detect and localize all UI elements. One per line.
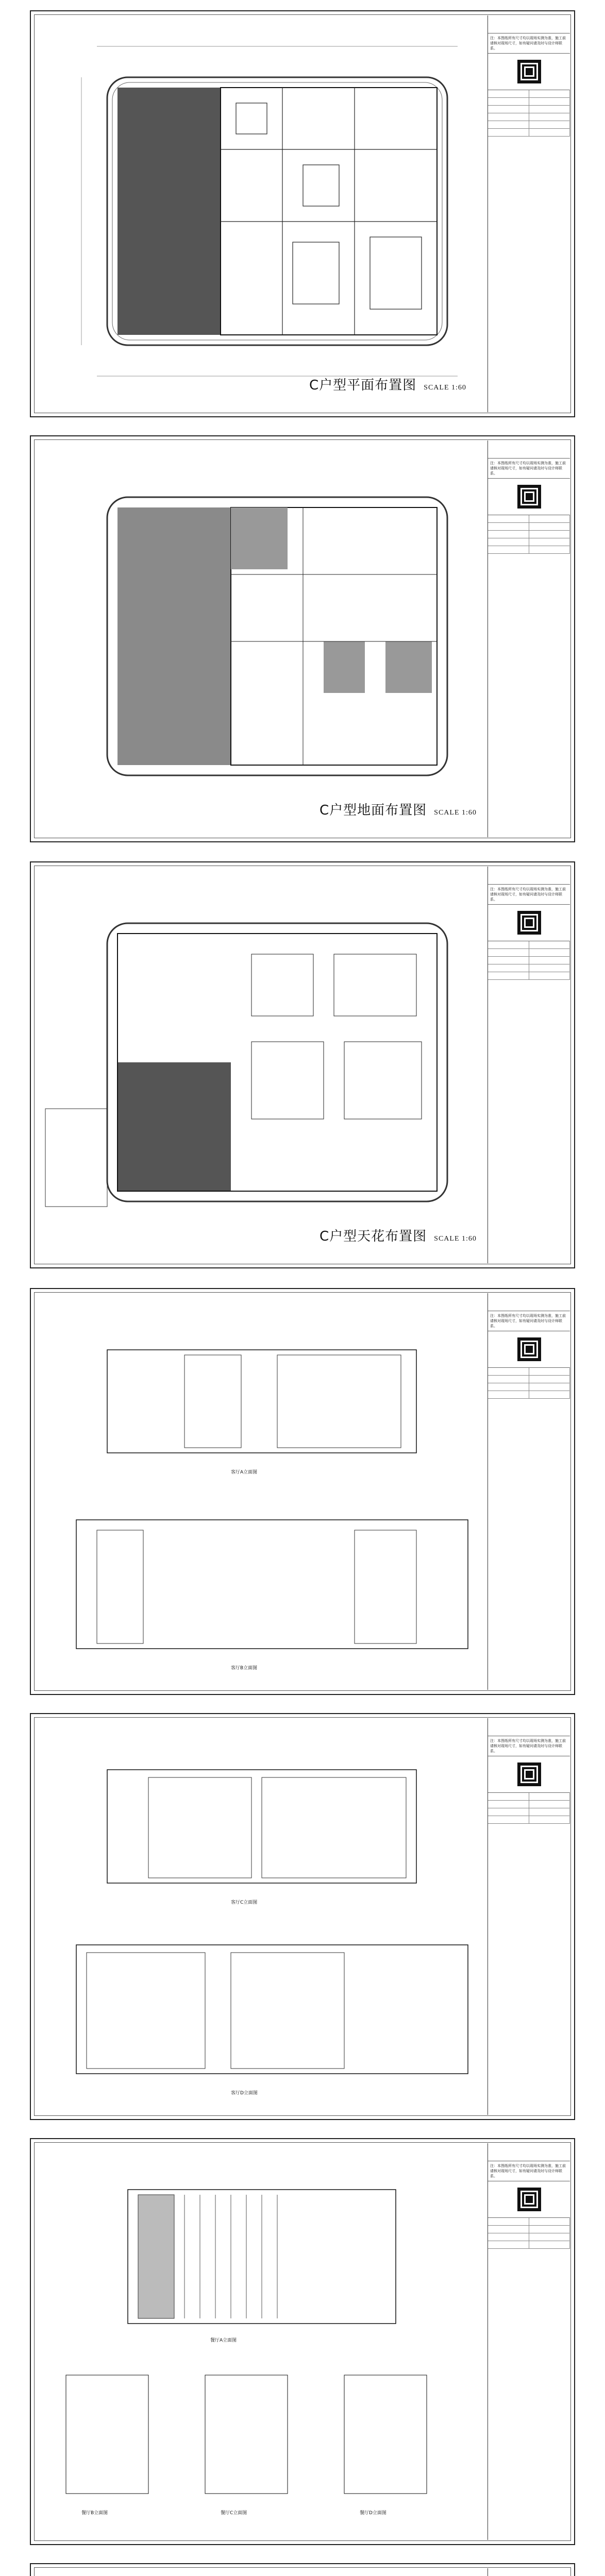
sheet-title-text: C户型天花布置图 <box>320 1229 427 1244</box>
flooring-plan-drawing <box>35 440 483 837</box>
ceiling-plan-drawing <box>35 867 483 1263</box>
title-block <box>488 15 570 412</box>
elevation-drawing <box>35 2568 483 2576</box>
logo-icon <box>488 905 570 941</box>
drawing-sheet-6 <box>30 2138 575 2545</box>
title-block <box>488 440 570 837</box>
sheet-title <box>320 1226 477 1245</box>
sheet-scale: SCALE 1:60 <box>434 809 477 817</box>
drawing-sheet-3 <box>30 861 575 1268</box>
elevation-drawing <box>35 1293 483 1690</box>
sheet-title-text: C户型平面布置图 <box>309 378 417 393</box>
elevation-svg <box>35 1718 483 2115</box>
floor-plan-drawing <box>35 15 483 412</box>
titleblock-note: 注：本图纸所有尺寸均以现场实测为准，施工前请核对现场尺寸，如有疑问请及时与设计师联系。 <box>488 33 570 54</box>
logo-icon <box>488 2181 570 2218</box>
elevation-svg <box>35 1293 483 1690</box>
elevation-svg <box>35 2568 483 2576</box>
drawing-sheet-1 <box>30 10 575 417</box>
drawing-sheet-5 <box>30 1713 575 2120</box>
logo-icon <box>488 1756 570 1793</box>
floor-plan-svg <box>35 15 483 412</box>
elevation-drawing <box>35 2143 483 2540</box>
elevation-caption: 餐厅B立面图 <box>81 2511 108 2516</box>
elevation-caption: 客厅B立面图 <box>231 1666 258 1671</box>
titleblock-note: 注：本图纸所有尺寸均以现场实测为准，施工前请核对现场尺寸，如有疑问请及时与设计师联系。 <box>488 885 570 905</box>
title-block <box>488 1718 570 2115</box>
elevation-caption: 客厅A立面图 <box>231 1470 258 1475</box>
titleblock-note: 注：本图纸所有尺寸均以现场实测为准，施工前请核对现场尺寸，如有疑问请及时与设计师联系。 <box>488 459 570 479</box>
ceiling-plan-svg <box>35 867 483 1263</box>
title-block <box>488 2568 570 2576</box>
elevation-caption: 客厅C立面图 <box>231 1900 258 1905</box>
elevation-svg <box>35 2143 483 2540</box>
drawing-sheet-2 <box>30 435 575 842</box>
elevation-caption: 餐厅D立面图 <box>360 2511 386 2516</box>
drawing-sheet-7 <box>30 2563 575 2576</box>
logo-icon <box>488 54 570 90</box>
sheet-scale: SCALE 1:60 <box>424 384 466 392</box>
logo-icon <box>488 1331 570 1368</box>
drawing-sheet-4 <box>30 1288 575 1695</box>
sheet-title-text: C户型地面布置图 <box>320 803 427 818</box>
flooring-plan-svg <box>35 440 483 837</box>
titleblock-note: 注：本图纸所有尺寸均以现场实测为准，施工前请核对现场尺寸，如有疑问请及时与设计师联系。 <box>488 2161 570 2181</box>
sheet-title <box>320 800 477 819</box>
titleblock-note: 注：本图纸所有尺寸均以现场实测为准，施工前请核对现场尺寸，如有疑问请及时与设计师联系。 <box>488 1311 570 1331</box>
sheet-title <box>309 375 466 394</box>
elevation-caption: 客厅D立面图 <box>231 2091 258 2096</box>
titleblock-note: 注：本图纸所有尺寸均以现场实测为准，施工前请核对现场尺寸，如有疑问请及时与设计师联系。 <box>488 1736 570 1756</box>
title-block <box>488 1293 570 1690</box>
elevation-caption: 餐厅C立面图 <box>221 2511 247 2516</box>
elevation-drawing <box>35 1718 483 2115</box>
elevation-caption: 餐厅A立面图 <box>210 2338 237 2343</box>
logo-icon <box>488 479 570 515</box>
title-block <box>488 867 570 1263</box>
sheet-scale: SCALE 1:60 <box>434 1235 477 1243</box>
title-block <box>488 2143 570 2540</box>
